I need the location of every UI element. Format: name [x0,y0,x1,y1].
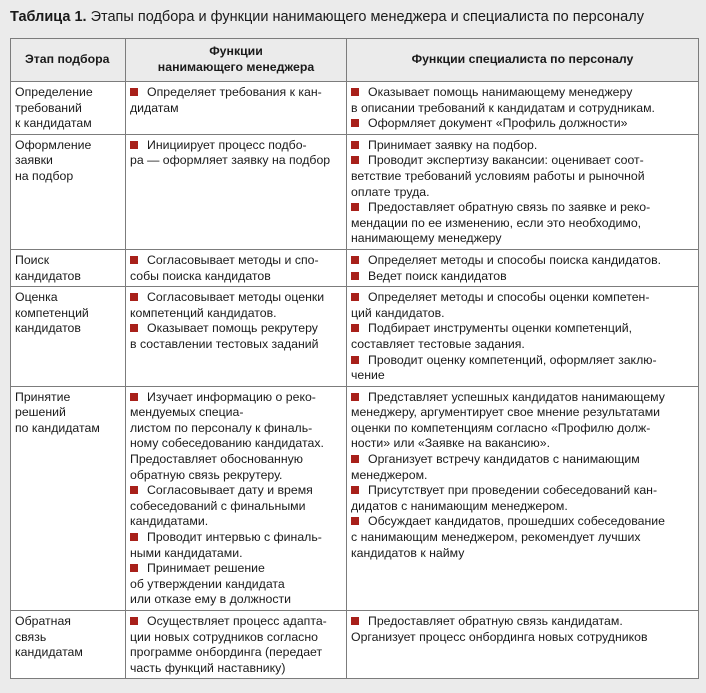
stage-line: решений [15,405,66,420]
function-text: нанимающему менеджеру [351,231,502,246]
table-row [11,82,699,135]
function-item [130,390,342,484]
function-text: дидатам [130,100,179,115]
function-text: менеджером. [351,467,428,482]
bullet-square-icon [351,617,359,625]
stage-line: связь [15,629,47,644]
function-line [351,231,694,247]
manager-functions-cell [126,134,347,249]
function-line [130,614,342,630]
bullet-square-icon [351,88,359,96]
bullet-square-icon [351,517,359,525]
function-line [351,185,694,201]
bullet-square-icon [351,486,359,494]
function-text: Согласовывает методы и спо- [147,252,319,267]
function-text: оценки по компетенциям согласно «Профилю долж- [351,420,651,435]
function-line [351,468,694,484]
hr-functions-cell [347,386,699,610]
function-line [351,200,694,216]
function-line [130,153,342,169]
function-line [351,499,694,515]
header-manager-line: Функции [209,44,263,59]
table-row [11,386,699,610]
function-text: Проводит оценку компетенций, оформляет заклю- [368,352,657,367]
function-line [351,138,694,154]
hr-functions-cell [347,249,699,286]
function-text: Принимает заявку на подбор. [368,137,538,152]
function-text: ветствие требований условиям работы и рыночной [351,168,645,183]
function-text: Согласовывает дату и время [147,483,313,498]
bullet-square-icon [130,324,138,332]
function-text: оплате труда. [351,184,430,199]
stage-line: Оценка [15,290,58,305]
function-line [351,390,694,406]
stage-line: Оформление [15,137,92,152]
function-text: мендуемых специа- [130,405,244,420]
function-text: листом по персоналу к финаль- [130,420,313,435]
function-line [351,337,694,353]
function-line [351,269,694,285]
function-line [130,269,342,285]
function-line [130,306,342,322]
function-item [351,390,694,452]
function-text: программе онбординга (передает [130,645,323,660]
function-text: Проводит интервью с финаль- [147,530,322,545]
bullet-square-icon [351,141,359,149]
function-line [351,169,694,185]
function-text: кандидатов к найму [351,545,465,560]
function-text: Ведет поиск кандидатов [368,268,507,283]
function-line [130,321,342,337]
function-item [351,483,694,514]
table-row [11,249,699,286]
stage-line: по кандидатам [15,420,100,435]
function-line [130,514,342,530]
function-item [351,116,694,132]
function-line [130,645,342,661]
function-text: Присутствует при проведении собеседований кан- [368,483,658,498]
function-line [351,153,694,169]
function-text: в составлении тестовых заданий [130,336,319,351]
function-text: Организует процесс онбординга новых сотрудников [351,629,648,644]
bullet-square-icon [351,156,359,164]
stage-line: кандидатам [15,645,83,660]
bullet-square-icon [351,256,359,264]
function-text: или отказе ему в должности [130,592,292,607]
function-line [351,321,694,337]
function-item [130,253,342,284]
function-text: Предоставляет обоснованную [130,452,303,467]
function-text: ции новых сотрудников согласно [130,629,318,644]
stage-line: кандидатов [15,321,81,336]
stage-cell [11,287,126,387]
function-text: кандидатами. [130,514,209,529]
table-caption [10,7,644,27]
function-line [130,405,342,421]
function-text: ций кандидатов. [351,305,445,320]
bullet-square-icon [130,256,138,264]
function-text: Предоставляет обратную связь по заявке и реко- [368,200,651,215]
hr-functions-cell [347,134,699,249]
function-item [351,200,694,247]
stage-line: кандидатов [15,268,81,283]
function-text: компетенций кандидатов. [130,305,277,320]
function-text: Определяет методы и способы поиска кандидатов. [368,252,662,267]
function-line [351,216,694,232]
function-item [130,530,342,561]
table-row [11,134,699,249]
hr-functions-cell [347,287,699,387]
function-item [351,269,694,285]
function-text: Обсуждает кандидатов, прошедших собеседование [368,514,665,529]
function-line [351,630,694,646]
function-text: ными кандидатами. [130,545,243,560]
manager-functions-cell [126,82,347,135]
bullet-square-icon [351,324,359,332]
function-item [130,321,342,352]
stage-cell [11,134,126,249]
function-line [130,561,342,577]
function-text: Оформляет документ «Профиль должности» [368,116,628,131]
bullet-square-icon [130,617,138,625]
stage-line: Обратная [15,614,71,628]
stage-line: к кандидатам [15,116,92,131]
function-line [351,353,694,369]
function-text: обратную связь рекрутеру. [130,467,283,482]
function-text: Организует встречу кандидатов с нанимающим [368,452,640,467]
bullet-square-icon [351,119,359,127]
function-line [130,101,342,117]
function-line [130,546,342,562]
function-item [351,514,694,561]
function-line [130,138,342,154]
function-line [351,436,694,452]
function-text: Представляет успешных кандидатов нанимающему [368,389,665,404]
function-line [130,421,342,437]
function-text: ра — оформляет заявку на подбор [130,153,331,168]
function-line [130,436,342,452]
manager-functions-cell [126,386,347,610]
function-line [351,514,694,530]
stage-line: заявки [15,153,53,168]
caption-text: Этапы подбора и функции нанимающего менеджера и специалиста по персоналу [90,9,644,25]
table-row [11,287,699,387]
function-text: Принимает решение [147,561,265,576]
function-text: Изучает информацию о реко- [147,389,316,404]
stage-line: требований [15,100,82,115]
function-line [351,101,694,117]
function-text: Оказывает помощь рекрутеру [147,321,318,336]
function-item [351,614,694,630]
function-item [351,138,694,154]
function-line [130,290,342,306]
function-line [351,405,694,421]
function-text: Осуществляет процесс адапта- [147,614,327,628]
function-text: ному собеседованию кандидатах. [130,436,324,451]
header-hr: Функции специалиста по персоналу [347,39,699,82]
function-text: составляет тестовые задания. [351,336,525,351]
function-text: мендации по ее изменению, если это необходимо, [351,215,642,230]
manager-functions-cell [126,249,347,286]
manager-functions-cell [126,611,347,679]
function-line [130,577,342,593]
function-item [130,290,342,321]
function-item [130,483,342,530]
stage-line: Поиск [15,252,50,267]
function-text: ности» или «Заявке на вакансию». [351,436,550,451]
function-item [351,290,694,321]
function-text: Проводит экспертизу вакансии: оценивает соот- [368,153,644,168]
function-item [130,614,342,676]
function-item [351,452,694,483]
function-line [130,630,342,646]
bullet-square-icon [130,564,138,572]
function-line [130,85,342,101]
stage-line: Принятие [15,389,71,404]
function-line [351,421,694,437]
function-line [351,306,694,322]
header-manager-line: нанимающего менеджера [157,60,315,74]
function-text: чение [351,368,385,383]
function-line [130,452,342,468]
function-line [130,337,342,353]
function-text: Определяет методы и способы оценки компетен- [368,290,650,305]
hr-functions-cell [347,611,699,679]
header-manager [126,39,347,82]
function-text: Предоставляет обратную связь кандидатам. [368,614,623,628]
stage-line: на подбор [15,168,74,183]
function-line [351,368,694,384]
table-body [11,82,699,679]
function-item [351,153,694,200]
bullet-square-icon [351,455,359,463]
function-text: дидатов с нанимающим менеджером. [351,498,568,513]
function-text: Подбирает инструменты оценки компетенций, [368,321,633,336]
function-line [351,483,694,499]
function-text: собеседований с финальными [130,498,306,513]
function-text: менеджеру, аргументирует свое мнение результатами [351,405,661,420]
bullet-square-icon [130,533,138,541]
bullet-square-icon [130,293,138,301]
stage-line: Определение [15,85,93,99]
function-line [351,546,694,562]
stage-line: компетенций [15,305,89,320]
bullet-square-icon [130,393,138,401]
caption-label: Таблица 1. [10,9,87,25]
function-item [351,253,694,269]
function-line [351,116,694,132]
function-line [130,390,342,406]
stage-cell [11,611,126,679]
function-line [351,85,694,101]
function-item [351,630,694,646]
function-line [351,253,694,269]
function-line [130,530,342,546]
function-item [351,321,694,352]
bullet-square-icon [130,486,138,494]
function-text: Инициирует процесс подбо- [147,137,307,152]
function-line [351,614,694,630]
header-stage: Этап подбора [11,39,126,82]
header-row [11,39,699,82]
function-text: собы поиска кандидатов [130,268,271,283]
stage-cell [11,249,126,286]
function-line [130,592,342,608]
function-text: Согласовывает методы оценки [147,290,325,305]
bullet-square-icon [351,203,359,211]
function-text: в описании требований к кандидатам и сотрудникам. [351,100,655,115]
bullet-square-icon [351,393,359,401]
function-text: часть функций наставнику) [130,660,286,675]
function-line [351,452,694,468]
function-text: с нанимающим менеджером, рекомендует лучших [351,530,641,545]
bullet-square-icon [130,141,138,149]
table-row [11,611,699,679]
function-item [130,138,342,169]
bullet-square-icon [130,88,138,96]
selection-stages-table [10,38,699,679]
stage-cell [11,386,126,610]
manager-functions-cell [126,287,347,387]
bullet-square-icon [351,293,359,301]
function-item [351,85,694,116]
function-line [130,661,342,677]
function-text: Определяет требования к кан- [147,85,322,99]
function-line [130,253,342,269]
function-line [351,530,694,546]
function-line [130,483,342,499]
stage-cell [11,82,126,135]
function-text: об утверждении кандидата [130,576,285,591]
bullet-square-icon [351,272,359,280]
function-line [351,290,694,306]
hr-functions-cell [347,82,699,135]
function-item [130,85,342,116]
bullet-square-icon [351,356,359,364]
function-text: Оказывает помощь нанимающему менеджеру [368,85,633,99]
function-item [130,561,342,608]
function-line [130,499,342,515]
function-item [351,353,694,384]
function-line [130,468,342,484]
